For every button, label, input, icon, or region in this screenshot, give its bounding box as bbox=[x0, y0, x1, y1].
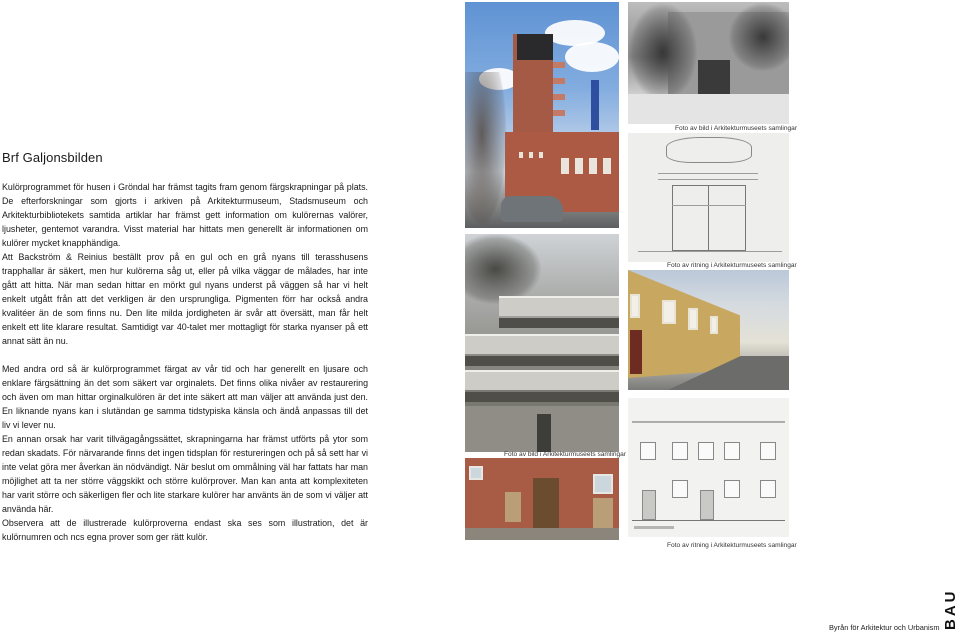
photo-elevation-drawing bbox=[628, 398, 789, 537]
caption-photo-4: Foto av bild i Arkitekturmuseets samlingar bbox=[504, 451, 627, 458]
photo-archive-courtyard bbox=[628, 2, 789, 124]
logo-text: BAU bbox=[942, 588, 959, 630]
paragraph-4: En annan orsak har varit tillvägagångssättet, skrapningarna har främst utförts på ytor som redan skadats. För närvarande finns det ingen tidsplan för restureringen och på så sett har vi inte velat göra mer åverkan än nödvändigt. När beslut om ommålning väl har fattats har man möjlighet att ta ner större väggskikt och större kulörprover. Man kan anta att komplexiteten har varit större och säkerligen fler och lite starkare kulörer har använts än de som vi väljer att använda här. bbox=[2, 434, 368, 514]
paragraph-2: Att Backström & Reinius beställt prov på en gul och en grå nyans till terasshusens trapphallar är säkert, men hur kulörerna såg ut, eller på vilka väggar de målades, har inte gått att hitta. När man sedan hittar en mörkt gul nyans underst på väggen så har vi helt enkelt utgått från att det verkligen är den ursprungliga. Pigmenten förr har också andra kvalitéer än de som finns nu. Den lite milda jordigheten är svår att översätt, man får helt enkelt ett lite klarare resultat. Samtidigt var 40-talet mer mottagligt för starka nyanser på ett annat sätt än nu. bbox=[2, 252, 368, 346]
photo-terrace-houses bbox=[465, 234, 619, 452]
paragraph-5: Observera att de illustrerade kulörproverna endast ska ses som illustration, det är kulörnumren och ncs egna prover som ger rätt kulör. bbox=[2, 518, 368, 542]
photo-yellow-street bbox=[628, 270, 789, 390]
caption-photo-2: Foto av bild i Arkitekturmuseets samlingar bbox=[675, 125, 798, 132]
paragraph-3: Med andra ord så är kulörprogrammet färgat av vår tid och har generellt en ljusare och enklare färgsättning än det som säkert var orginalets. Det finns olika nivåer av restaurering och även om man hittar orginalkulören är det inte säkert att man väljer att använda just den. En liknande nyans kan i slutändan ge samma tidstypiska känsla och ändå anpassas till det liv vi lever nu. bbox=[2, 364, 368, 430]
photo-brick-entrance bbox=[465, 458, 619, 540]
bau-logo bbox=[940, 586, 960, 630]
footer-firm-name: Byrån för Arkitektur och Urbanism bbox=[829, 623, 940, 632]
intro-text bbox=[2, 180, 368, 348]
page-title: Brf Galjonsbilden bbox=[2, 150, 103, 165]
body-text bbox=[2, 362, 368, 544]
caption-photo-7: Foto av ritning i Arkitekturmuseets samlingar bbox=[667, 542, 797, 549]
photo-sketch-entrance bbox=[628, 133, 789, 262]
paragraph-1: Kulörprogrammet för husen i Gröndal har främst tagits fram genom färgskrapningar på plats. De efterforskningar som gjorts i arkiven på Arkitekturmuseum, Stadsmuseum och Arkitekturbibliotekets samtida artiklar har främst gett information om kulörernas valörer, ljusheter, gentemot varandra. Visst material har hittats men generellt är informationen om kulörer mycket knapphändiga. bbox=[2, 182, 368, 248]
photo-tower-building bbox=[465, 2, 619, 228]
caption-photo-3: Foto av ritning i Arkitekturmuseets samlingar bbox=[667, 262, 797, 269]
